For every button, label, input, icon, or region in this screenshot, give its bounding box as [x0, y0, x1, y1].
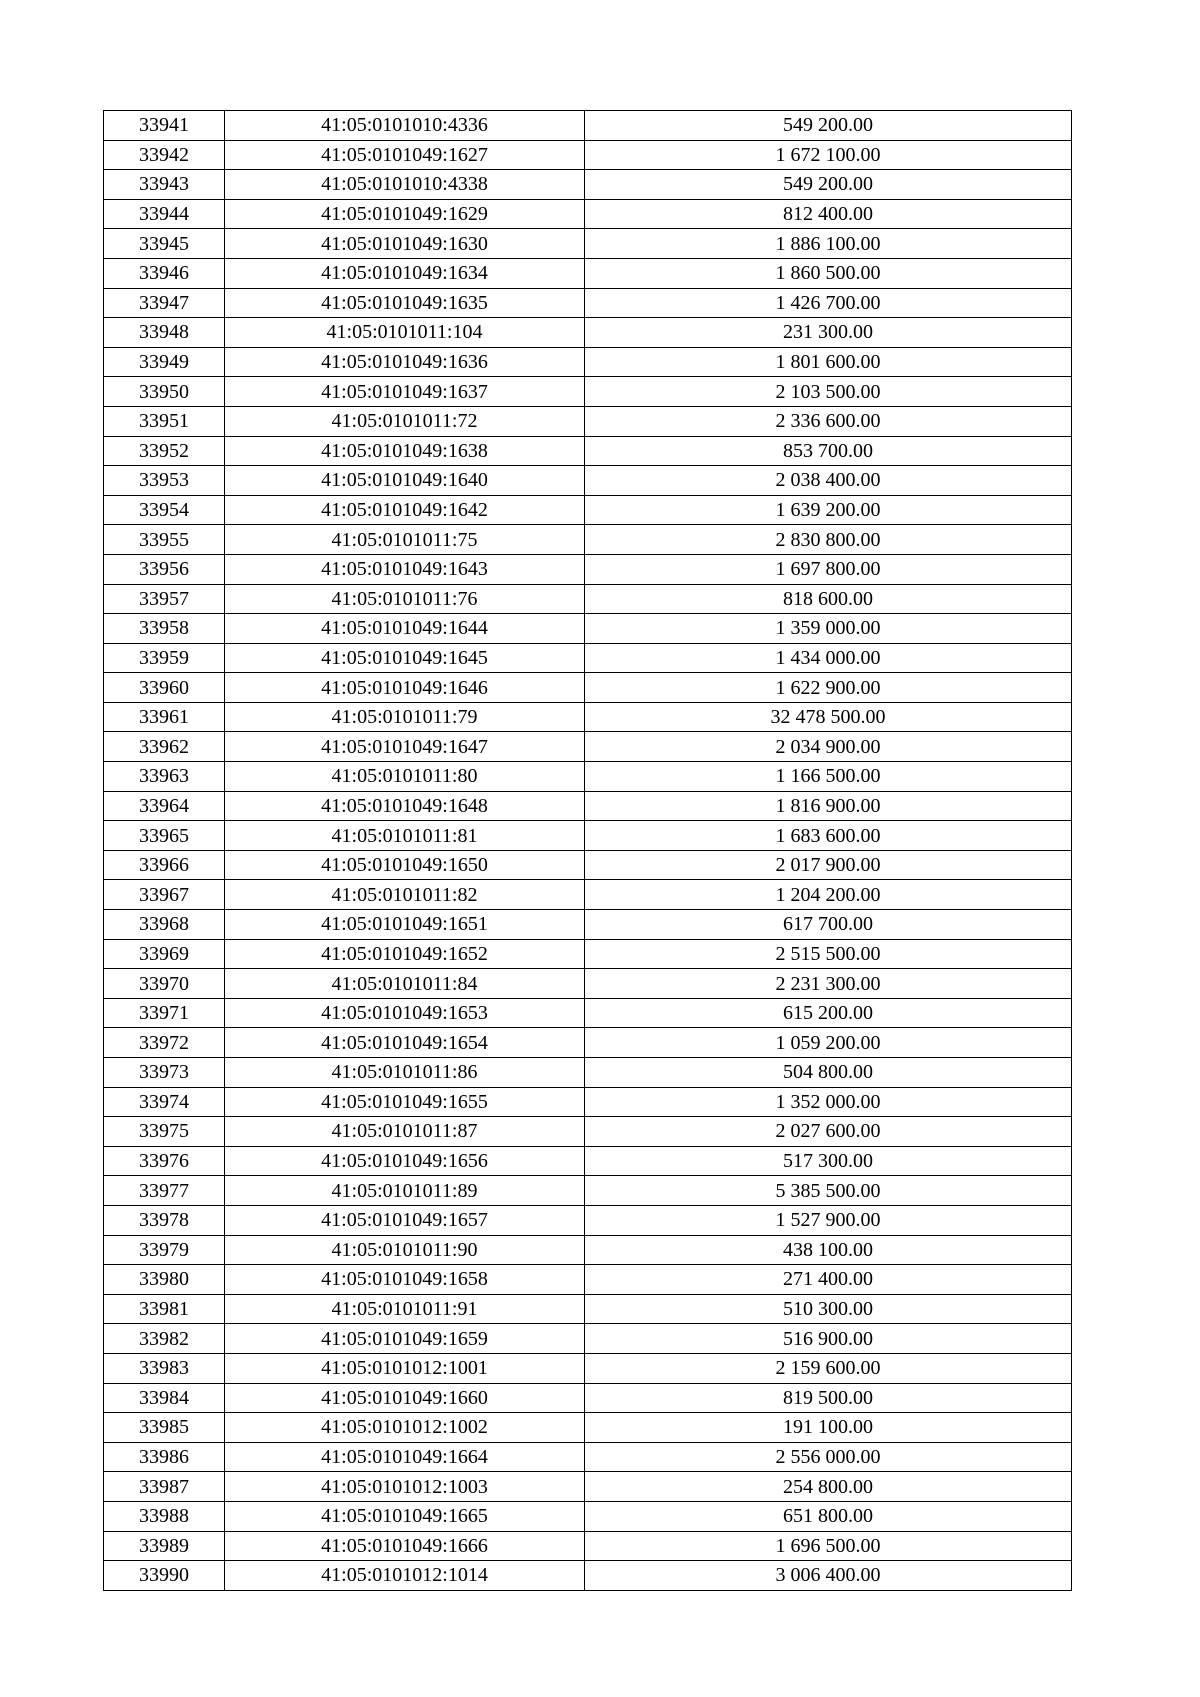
cadastral-value-cell: 1 527 900.00: [585, 1205, 1072, 1235]
table-row: [104, 1324, 1072, 1354]
cadastral-value-cell: 504 800.00: [585, 1058, 1072, 1088]
cadastral-value-cell: 517 300.00: [585, 1146, 1072, 1176]
table-row: [104, 1176, 1072, 1206]
cadastral-value-cell: 549 200.00: [585, 111, 1072, 141]
row-number-cell: 33949: [104, 347, 225, 377]
cadastral-value-cell: 1 204 200.00: [585, 880, 1072, 910]
row-number-cell: 33980: [104, 1265, 225, 1295]
cadastral-number-cell: 41:05:0101049:1656: [225, 1146, 585, 1176]
row-number-cell: 33987: [104, 1472, 225, 1502]
cadastral-value-cell: 1 860 500.00: [585, 258, 1072, 288]
table-row: [104, 1028, 1072, 1058]
row-number-cell: 33984: [104, 1383, 225, 1413]
cadastral-number-cell: 41:05:0101011:87: [225, 1117, 585, 1147]
cadastral-number-cell: 41:05:0101049:1664: [225, 1442, 585, 1472]
cadastral-number-cell: 41:05:0101049:1659: [225, 1324, 585, 1354]
table-row: [104, 732, 1072, 762]
row-number-cell: 33964: [104, 791, 225, 821]
table-row: [104, 702, 1072, 732]
cadastral-value-cell: 615 200.00: [585, 998, 1072, 1028]
cadastral-value-cell: 2 556 000.00: [585, 1442, 1072, 1472]
cadastral-number-cell: 41:05:0101049:1646: [225, 673, 585, 703]
cadastral-value-cell: 2 336 600.00: [585, 406, 1072, 436]
table-row: [104, 288, 1072, 318]
row-number-cell: 33981: [104, 1294, 225, 1324]
cadastral-number-cell: 41:05:0101011:75: [225, 525, 585, 555]
cadastral-number-cell: 41:05:0101011:90: [225, 1235, 585, 1265]
row-number-cell: 33986: [104, 1442, 225, 1472]
table-row: [104, 1501, 1072, 1531]
row-number-cell: 33950: [104, 377, 225, 407]
cadastral-number-cell: 41:05:0101010:4338: [225, 170, 585, 200]
table-row: [104, 850, 1072, 880]
row-number-cell: 33960: [104, 673, 225, 703]
cadastral-value-cell: 1 639 200.00: [585, 495, 1072, 525]
cadastral-value-cell: 1 683 600.00: [585, 821, 1072, 851]
row-number-cell: 33965: [104, 821, 225, 851]
cadastral-value-cell: 1 801 600.00: [585, 347, 1072, 377]
cadastral-number-cell: 41:05:0101049:1635: [225, 288, 585, 318]
cadastral-number-cell: 41:05:0101049:1627: [225, 140, 585, 170]
cadastral-value-cell: 2 038 400.00: [585, 466, 1072, 496]
cadastral-value-cell: 2 830 800.00: [585, 525, 1072, 555]
row-number-cell: 33979: [104, 1235, 225, 1265]
table-row: [104, 998, 1072, 1028]
cadastral-number-cell: 41:05:0101049:1647: [225, 732, 585, 762]
table-row: [104, 821, 1072, 851]
cadastral-number-cell: 41:05:0101011:89: [225, 1176, 585, 1206]
cadastral-number-cell: 41:05:0101011:86: [225, 1058, 585, 1088]
cadastral-value-cell: 2 159 600.00: [585, 1353, 1072, 1383]
row-number-cell: 33968: [104, 910, 225, 940]
table-row: [104, 229, 1072, 259]
row-number-cell: 33969: [104, 939, 225, 969]
cadastral-number-cell: 41:05:0101049:1658: [225, 1265, 585, 1295]
cadastral-number-cell: 41:05:0101049:1636: [225, 347, 585, 377]
table-row: [104, 1413, 1072, 1443]
cadastral-value-cell: 231 300.00: [585, 318, 1072, 348]
table-row: [104, 140, 1072, 170]
row-number-cell: 33947: [104, 288, 225, 318]
row-number-cell: 33951: [104, 406, 225, 436]
row-number-cell: 33982: [104, 1324, 225, 1354]
table-row: [104, 1472, 1072, 1502]
row-number-cell: 33988: [104, 1501, 225, 1531]
table-row: [104, 1561, 1072, 1591]
row-number-cell: 33962: [104, 732, 225, 762]
cadastral-number-cell: 41:05:0101049:1645: [225, 643, 585, 673]
table-row: [104, 1531, 1072, 1561]
cadastral-value-cell: 1 696 500.00: [585, 1531, 1072, 1561]
cadastral-number-cell: 41:05:0101011:72: [225, 406, 585, 436]
cadastral-number-cell: 41:05:0101049:1629: [225, 199, 585, 229]
row-number-cell: 33973: [104, 1058, 225, 1088]
table-row: [104, 1117, 1072, 1147]
row-number-cell: 33970: [104, 969, 225, 999]
cadastral-number-cell: 41:05:0101012:1002: [225, 1413, 585, 1443]
row-number-cell: 33942: [104, 140, 225, 170]
cadastral-value-cell: 2 231 300.00: [585, 969, 1072, 999]
table-row: [104, 1383, 1072, 1413]
cadastral-number-cell: 41:05:0101049:1653: [225, 998, 585, 1028]
row-number-cell: 33971: [104, 998, 225, 1028]
table-body: [104, 111, 1072, 1591]
row-number-cell: 33953: [104, 466, 225, 496]
table-row: [104, 466, 1072, 496]
cadastral-number-cell: 41:05:0101011:76: [225, 584, 585, 614]
table-row: [104, 170, 1072, 200]
cadastral-value-table: [103, 110, 1072, 1591]
table-row: [104, 111, 1072, 141]
cadastral-value-cell: 2 027 600.00: [585, 1117, 1072, 1147]
row-number-cell: 33956: [104, 554, 225, 584]
table-row: [104, 1205, 1072, 1235]
table-row: [104, 1353, 1072, 1383]
cadastral-number-cell: 41:05:0101049:1637: [225, 377, 585, 407]
cadastral-value-cell: 2 515 500.00: [585, 939, 1072, 969]
cadastral-value-cell: 1 426 700.00: [585, 288, 1072, 318]
cadastral-number-cell: 41:05:0101011:82: [225, 880, 585, 910]
table-row: [104, 969, 1072, 999]
cadastral-number-cell: 41:05:0101049:1634: [225, 258, 585, 288]
row-number-cell: 33944: [104, 199, 225, 229]
table-row: [104, 643, 1072, 673]
cadastral-value-cell: 5 385 500.00: [585, 1176, 1072, 1206]
cadastral-value-cell: 2 017 900.00: [585, 850, 1072, 880]
table-row: [104, 1146, 1072, 1176]
cadastral-number-cell: 41:05:0101011:91: [225, 1294, 585, 1324]
row-number-cell: 33977: [104, 1176, 225, 1206]
cadastral-value-cell: 510 300.00: [585, 1294, 1072, 1324]
row-number-cell: 33990: [104, 1561, 225, 1591]
cadastral-value-cell: 1 352 000.00: [585, 1087, 1072, 1117]
cadastral-value-cell: 1 359 000.00: [585, 614, 1072, 644]
cadastral-number-cell: 41:05:0101049:1655: [225, 1087, 585, 1117]
cadastral-value-cell: 1 166 500.00: [585, 762, 1072, 792]
row-number-cell: 33954: [104, 495, 225, 525]
row-number-cell: 33943: [104, 170, 225, 200]
row-number-cell: 33952: [104, 436, 225, 466]
cadastral-value-cell: 549 200.00: [585, 170, 1072, 200]
row-number-cell: 33945: [104, 229, 225, 259]
table-row: [104, 1265, 1072, 1295]
cadastral-value-cell: 1 622 900.00: [585, 673, 1072, 703]
cadastral-value-cell: 1 697 800.00: [585, 554, 1072, 584]
cadastral-value-cell: 438 100.00: [585, 1235, 1072, 1265]
cadastral-number-cell: 41:05:0101049:1650: [225, 850, 585, 880]
cadastral-value-cell: 2 034 900.00: [585, 732, 1072, 762]
cadastral-number-cell: 41:05:0101011:84: [225, 969, 585, 999]
table-row: [104, 347, 1072, 377]
row-number-cell: 33959: [104, 643, 225, 673]
cadastral-value-cell: 617 700.00: [585, 910, 1072, 940]
row-number-cell: 33955: [104, 525, 225, 555]
table-row: [104, 258, 1072, 288]
cadastral-number-cell: 41:05:0101012:1014: [225, 1561, 585, 1591]
cadastral-value-cell: 271 400.00: [585, 1265, 1072, 1295]
table-row: [104, 614, 1072, 644]
row-number-cell: 33963: [104, 762, 225, 792]
row-number-cell: 33985: [104, 1413, 225, 1443]
table-row: [104, 1087, 1072, 1117]
table-row: [104, 318, 1072, 348]
row-number-cell: 33961: [104, 702, 225, 732]
row-number-cell: 33975: [104, 1117, 225, 1147]
row-number-cell: 33941: [104, 111, 225, 141]
cadastral-number-cell: 41:05:0101011:80: [225, 762, 585, 792]
cadastral-value-cell: 254 800.00: [585, 1472, 1072, 1502]
cadastral-number-cell: 41:05:0101011:79: [225, 702, 585, 732]
table-row: [104, 495, 1072, 525]
cadastral-value-cell: 3 006 400.00: [585, 1561, 1072, 1591]
table-row: [104, 554, 1072, 584]
cadastral-number-cell: 41:05:0101049:1660: [225, 1383, 585, 1413]
cadastral-value-cell: 2 103 500.00: [585, 377, 1072, 407]
row-number-cell: 33958: [104, 614, 225, 644]
table-row: [104, 762, 1072, 792]
table-row: [104, 673, 1072, 703]
table-row: [104, 525, 1072, 555]
table-row: [104, 584, 1072, 614]
cadastral-value-cell: 191 100.00: [585, 1413, 1072, 1443]
cadastral-value-cell: 516 900.00: [585, 1324, 1072, 1354]
cadastral-value-cell: 1 816 900.00: [585, 791, 1072, 821]
cadastral-number-cell: 41:05:0101010:4336: [225, 111, 585, 141]
table-row: [104, 880, 1072, 910]
cadastral-number-cell: 41:05:0101049:1665: [225, 1501, 585, 1531]
cadastral-value-cell: 651 800.00: [585, 1501, 1072, 1531]
row-number-cell: 33972: [104, 1028, 225, 1058]
cadastral-number-cell: 41:05:0101011:104: [225, 318, 585, 348]
row-number-cell: 33974: [104, 1087, 225, 1117]
row-number-cell: 33957: [104, 584, 225, 614]
cadastral-number-cell: 41:05:0101049:1648: [225, 791, 585, 821]
row-number-cell: 33983: [104, 1353, 225, 1383]
cadastral-number-cell: 41:05:0101049:1652: [225, 939, 585, 969]
row-number-cell: 33978: [104, 1205, 225, 1235]
table-row: [104, 910, 1072, 940]
cadastral-number-cell: 41:05:0101049:1630: [225, 229, 585, 259]
row-number-cell: 33989: [104, 1531, 225, 1561]
row-number-cell: 33948: [104, 318, 225, 348]
cadastral-number-cell: 41:05:0101049:1651: [225, 910, 585, 940]
cadastral-number-cell: 41:05:0101049:1644: [225, 614, 585, 644]
cadastral-value-cell: 812 400.00: [585, 199, 1072, 229]
row-number-cell: 33976: [104, 1146, 225, 1176]
cadastral-value-cell: 32 478 500.00: [585, 702, 1072, 732]
table-row: [104, 377, 1072, 407]
cadastral-number-cell: 41:05:0101049:1642: [225, 495, 585, 525]
cadastral-number-cell: 41:05:0101011:81: [225, 821, 585, 851]
row-number-cell: 33967: [104, 880, 225, 910]
cadastral-value-cell: 853 700.00: [585, 436, 1072, 466]
cadastral-number-cell: 41:05:0101049:1666: [225, 1531, 585, 1561]
cadastral-number-cell: 41:05:0101012:1003: [225, 1472, 585, 1502]
cadastral-number-cell: 41:05:0101012:1001: [225, 1353, 585, 1383]
cadastral-value-cell: 1 059 200.00: [585, 1028, 1072, 1058]
table-row: [104, 406, 1072, 436]
row-number-cell: 33946: [104, 258, 225, 288]
cadastral-number-cell: 41:05:0101049:1654: [225, 1028, 585, 1058]
table-row: [104, 791, 1072, 821]
table-row: [104, 199, 1072, 229]
table-row: [104, 436, 1072, 466]
cadastral-value-cell: 1 434 000.00: [585, 643, 1072, 673]
cadastral-number-cell: 41:05:0101049:1643: [225, 554, 585, 584]
table-row: [104, 1235, 1072, 1265]
table-row: [104, 1442, 1072, 1472]
cadastral-number-cell: 41:05:0101049:1657: [225, 1205, 585, 1235]
cadastral-number-cell: 41:05:0101049:1638: [225, 436, 585, 466]
cadastral-value-cell: 1 672 100.00: [585, 140, 1072, 170]
cadastral-value-cell: 1 886 100.00: [585, 229, 1072, 259]
row-number-cell: 33966: [104, 850, 225, 880]
table-row: [104, 939, 1072, 969]
cadastral-number-cell: 41:05:0101049:1640: [225, 466, 585, 496]
table-row: [104, 1294, 1072, 1324]
cadastral-value-cell: 818 600.00: [585, 584, 1072, 614]
table-row: [104, 1058, 1072, 1088]
cadastral-value-cell: 819 500.00: [585, 1383, 1072, 1413]
